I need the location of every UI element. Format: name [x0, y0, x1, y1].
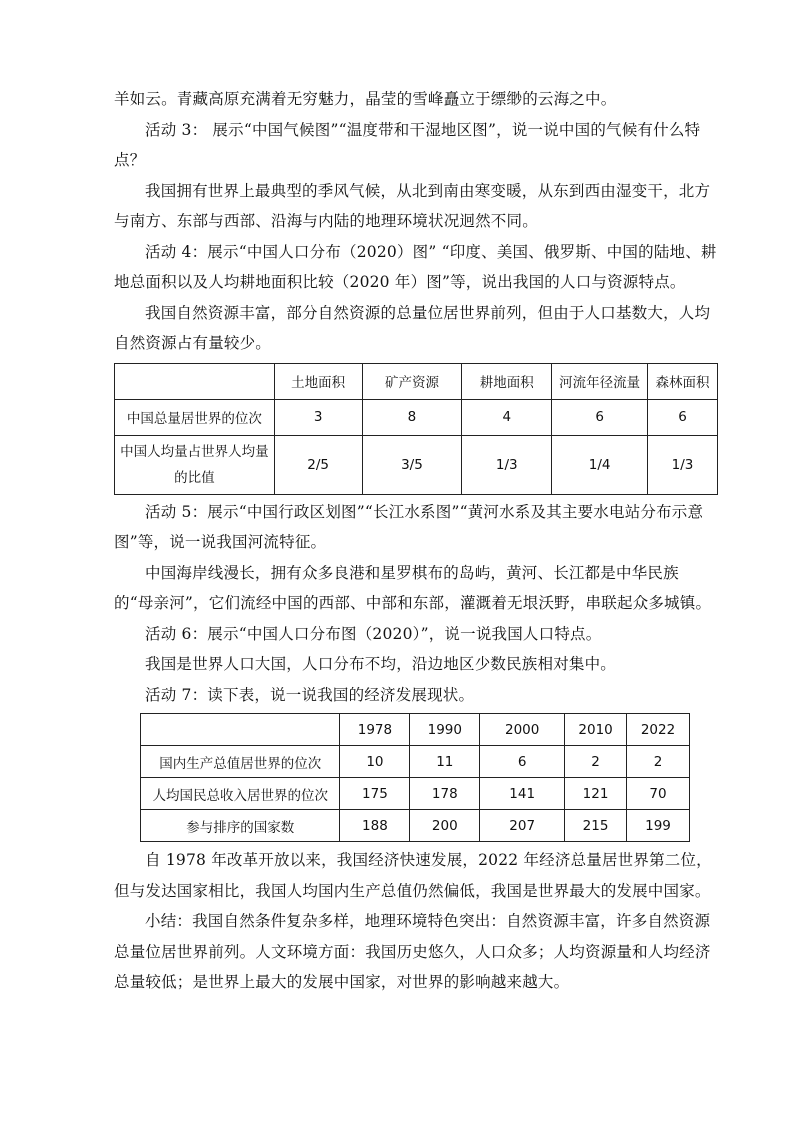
table-cell: 178: [410, 778, 480, 810]
table-header-cell: 河流年径流量: [552, 363, 648, 399]
table-row: [115, 435, 718, 494]
table-cell: 1/3: [462, 435, 552, 494]
paragraph-activity-6: 活动 6：展示“中国人口分布图（2020）”，说一说我国人口特点。: [145, 624, 602, 643]
table-header-row: [141, 714, 690, 746]
table-cell: 121: [565, 778, 627, 810]
table-cell: 215: [565, 810, 627, 842]
table-cell: 141: [480, 778, 565, 810]
paragraph-resources: 我国自然资源丰富，部分自然资源的总量位居世界前列，但由于人口基数大，人均自然资源占有量较少。: [114, 303, 711, 352]
table-row: [141, 810, 690, 842]
table-row: [115, 399, 718, 435]
paragraph-rivers: 中国海岸线漫长，拥有众多良港和星罗棋布的岛屿，黄河、长江都是中华民族的“母亲河”，它们流经中国的西部、中部和东部，灌溉着无垠沃野，串联起众多城镇。: [114, 563, 712, 612]
table-row: [141, 778, 690, 810]
table-cell: 1/4: [552, 435, 648, 494]
paragraph-economy: 自 1978 年改革开放以来，我国经济快速发展，2022 年经济总量居世界第二位，但与发达国家相比，我国人均国内生产总值仍然偏低，我国是世界最大的发展中国家。: [114, 851, 712, 900]
table-row-label: 国内生产总值居世界的位次: [141, 746, 340, 778]
paragraph-activity-4: 活动 4：展示“中国人口分布（2020）图” “印度、美国、俄罗斯、中国的陆地、耕地总面积以及人均耕地面积比较（2020 年）图”等，说出我国的人口与资源特点。: [114, 242, 717, 291]
paragraph-intro-continued: 羊如云。青藏高原充满着无穷魅力，晶莹的雪峰矗立于缥缈的云海之中。: [114, 90, 617, 108]
table-header-cell: 1990: [410, 714, 480, 746]
table-cell: 200: [410, 810, 480, 842]
table-header-cell: 2022: [627, 714, 690, 746]
table-cell: 199: [627, 810, 690, 842]
table-cell: 11: [410, 746, 480, 778]
table-header-cell: [115, 363, 275, 399]
table-row-label: 中国总量居世界的位次: [115, 399, 275, 435]
table-cell: 8: [362, 399, 462, 435]
table-cell: 6: [552, 399, 648, 435]
table-header-cell: 土地面积: [274, 363, 362, 399]
table-cell: 6: [648, 399, 718, 435]
table-header-cell: 森林面积: [648, 363, 718, 399]
table-row-label: 中国人均量占世界人均量的比值: [115, 435, 275, 494]
resources-table: [114, 363, 718, 495]
table-header-cell: 矿产资源: [362, 363, 462, 399]
table-cell: 2/5: [274, 435, 362, 494]
table-cell: 175: [340, 778, 410, 810]
paragraph-activity-5: 活动 5：展示“中国行政区划图”“长江水系图”“黄河水系及其主要水电站分布示意图”等，说一说我国河流特征。: [114, 502, 704, 551]
paragraph-population: 我国是世界人口大国，人口分布不均，沿边地区少数民族相对集中。: [145, 655, 617, 673]
table-header-cell: 耕地面积: [462, 363, 552, 399]
table-header-cell: 2000: [480, 714, 565, 746]
table-cell: 1/3: [648, 435, 718, 494]
table-cell: 10: [340, 746, 410, 778]
table-cell: 2: [565, 746, 627, 778]
paragraph-climate: 我国拥有世界上最典型的季风气候，从北到南由寒变暖，从东到西由湿变干，北方与南方、东部与西部、沿海与内陆的地理环境状况迥然不同。: [114, 181, 711, 230]
table-cell: 3: [274, 399, 362, 435]
table-header-row: [115, 363, 718, 399]
table-header-cell: [141, 714, 340, 746]
paragraph-activity-7: 活动 7：读下表，说一说我国的经济发展现状。: [145, 685, 475, 704]
table-cell: 207: [480, 810, 565, 842]
table-cell: 70: [627, 778, 690, 810]
table-cell: 3/5: [362, 435, 462, 494]
paragraph-summary: 小结：我国自然条件复杂多样，地理环境特色突出：自然资源丰富，许多自然资源总量位居世界前列。人文环境方面：我国历史悠久，人口众多；人均资源量和人均经济总量较低；是世界上最大的发展中国家，对世界的影响越来越大。: [114, 912, 711, 991]
table-row-label: 参与排序的国家数: [141, 810, 340, 842]
table-cell: 4: [462, 399, 552, 435]
paragraph-activity-3: 活动 3： 展示“中国气候图”“温度带和干湿地区图”，说一说中国的气候有什么特点？: [114, 120, 701, 169]
table-row-label: 人均国民总收入居世界的位次: [141, 778, 340, 810]
table-cell: 2: [627, 746, 690, 778]
table-header-cell: 2010: [565, 714, 627, 746]
table-cell: 188: [340, 810, 410, 842]
table-cell: 6: [480, 746, 565, 778]
table-row: [141, 746, 690, 778]
economy-table: [140, 713, 690, 842]
table-header-cell: 1978: [340, 714, 410, 746]
document-page: [114, 84, 718, 998]
